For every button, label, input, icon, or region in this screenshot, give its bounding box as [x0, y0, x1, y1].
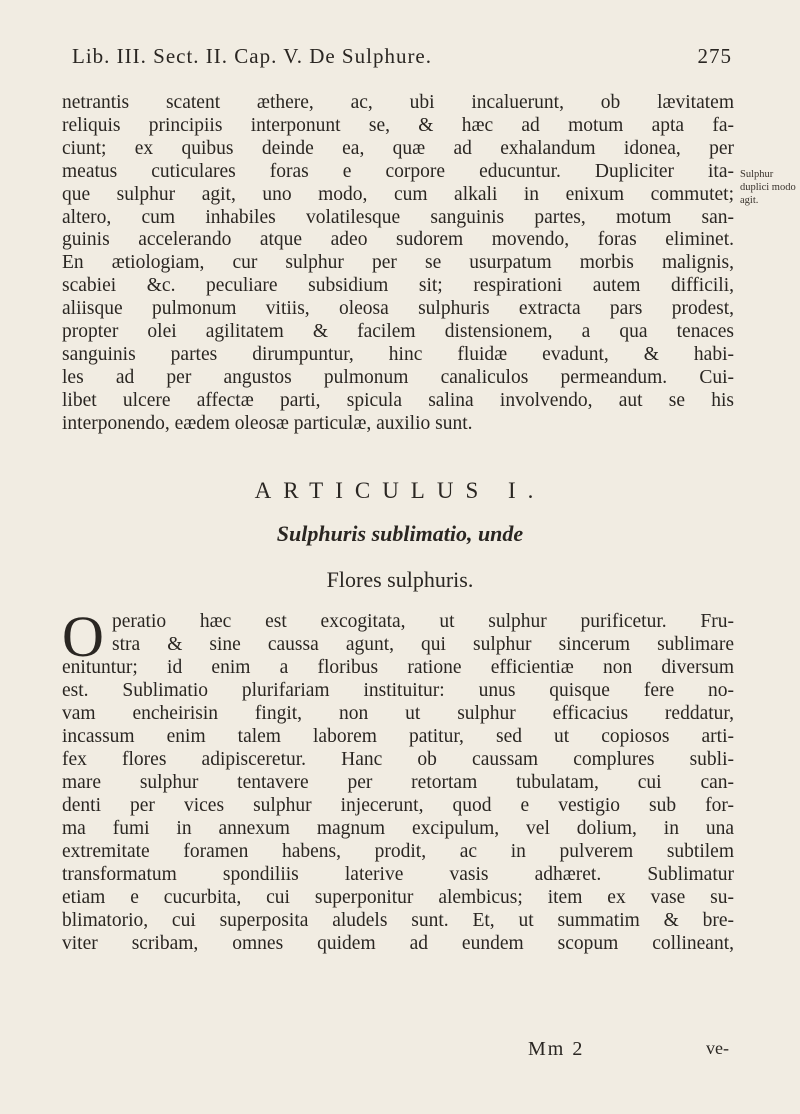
text-line: les ad per angustos pulmonum canaliculos permeandum. Cui-: [62, 366, 734, 388]
text-line: propter olei agilitatem & facilem distensionem, a qua tenaces: [62, 321, 734, 343]
text-line: transformatum spondiliis laterive vasis adhæret. Sublimatur: [62, 864, 734, 885]
paragraph-2: [62, 604, 734, 955]
text-line: scabiei &c. peculiare subsidium sit; respirationi autem difficili,: [62, 275, 734, 297]
text-line: interponendo, eædem oleosæ particulæ, auxilio sunt.: [62, 412, 473, 434]
text-line: incassum enim talem laborem patitur, sed ut copiosos arti-: [62, 726, 734, 747]
text-line: libet ulcere affectæ parti, spicula salina involvendo, aut se his: [62, 389, 734, 411]
text-line: est. Sublimatio plurifariam instituitur: unus quisque fere no-: [62, 680, 734, 701]
text-line: etiam e cucurbita, cui superponitur alembicus; item ex vase su-: [62, 887, 734, 908]
signature-mark: Mm 2: [528, 1038, 585, 1060]
text-line: netrantis scatent æthere, ac, ubi incaluerunt, ob lævitatem: [62, 92, 734, 113]
text-line: altero, cum inhabiles volatilesque sanguinis partes, motum san-: [62, 206, 734, 228]
text-line: vam encheirisin fingit, non ut sulphur efficacius reddatur,: [62, 703, 734, 724]
drop-cap: O: [62, 604, 104, 669]
page-number: 275: [697, 44, 732, 68]
text-line: fex flores adipisceretur. Hanc ob caussam complures subli-: [62, 749, 734, 770]
text-line: reliquis principiis interponunt se, & hæc ad motum apta fa-: [62, 114, 734, 136]
text-line: aliisque pulmonum vitiis, oleosa sulphuris extracta pars prodest,: [62, 298, 734, 320]
text-line: denti per vices sulphur injecerunt, quod e vestigio sub for-: [62, 795, 734, 816]
text-line: extremitate foramen habens, prodit, ac in pulverem subtilem: [62, 841, 734, 862]
text-line: mare sulphur tentavere per retortam tubulatam, cui can-: [62, 772, 734, 793]
text-line: ma fumi in annexum magnum excipulum, vel dolium, in una: [62, 818, 734, 839]
text-line: sanguinis partes dirumpuntur, hinc fluidæ evadunt, & habi-: [62, 343, 734, 365]
catchword: ve-: [706, 1038, 729, 1058]
text-line: ciunt; ex quibus deinde ea, quæ ad exhalandum idonea, per: [62, 137, 734, 159]
text-line: viter scribam, omnes quidem ad eundem scopum collineant,: [62, 933, 734, 954]
margin-note: Sulphur duplici modo agit.: [740, 169, 796, 206]
text-line: que sulphur agit, uno modo, cum alkali in enixum commutet;: [62, 183, 734, 205]
article-subheading-2: Flores sulphuris.: [326, 567, 474, 592]
article-heading: ARTICULUS I.: [254, 478, 546, 503]
paragraph-1: [62, 92, 734, 436]
running-header: [72, 44, 732, 69]
text-line: blimatorio, cui superposita aludels sunt. Et, ut summatim & bre-: [62, 910, 734, 931]
article-subheading: Sulphuris sublimatio, unde: [276, 521, 524, 546]
text-line: guinis accelerando atque adeo sudorem movendo, foras eliminet.: [62, 229, 734, 251]
text-line: enituntur; id enim a floribus ratione efficientiæ non diversum: [62, 657, 734, 678]
text-line: peratio hæc est excogitata, ut sulphur purificetur. Fru-: [112, 611, 734, 632]
running-title: Lib. III. Sect. II. Cap. V. De Sulphure.: [72, 44, 433, 68]
text-line: meatus cuticulares foras e corpore educuntur. Dupliciter ita-: [62, 160, 734, 182]
text-line: En ætiologiam, cur sulphur per se usurpatum morbis malignis,: [62, 252, 734, 274]
text-line: stra & sine caussa agunt, qui sulphur sincerum sublimare: [112, 634, 734, 655]
